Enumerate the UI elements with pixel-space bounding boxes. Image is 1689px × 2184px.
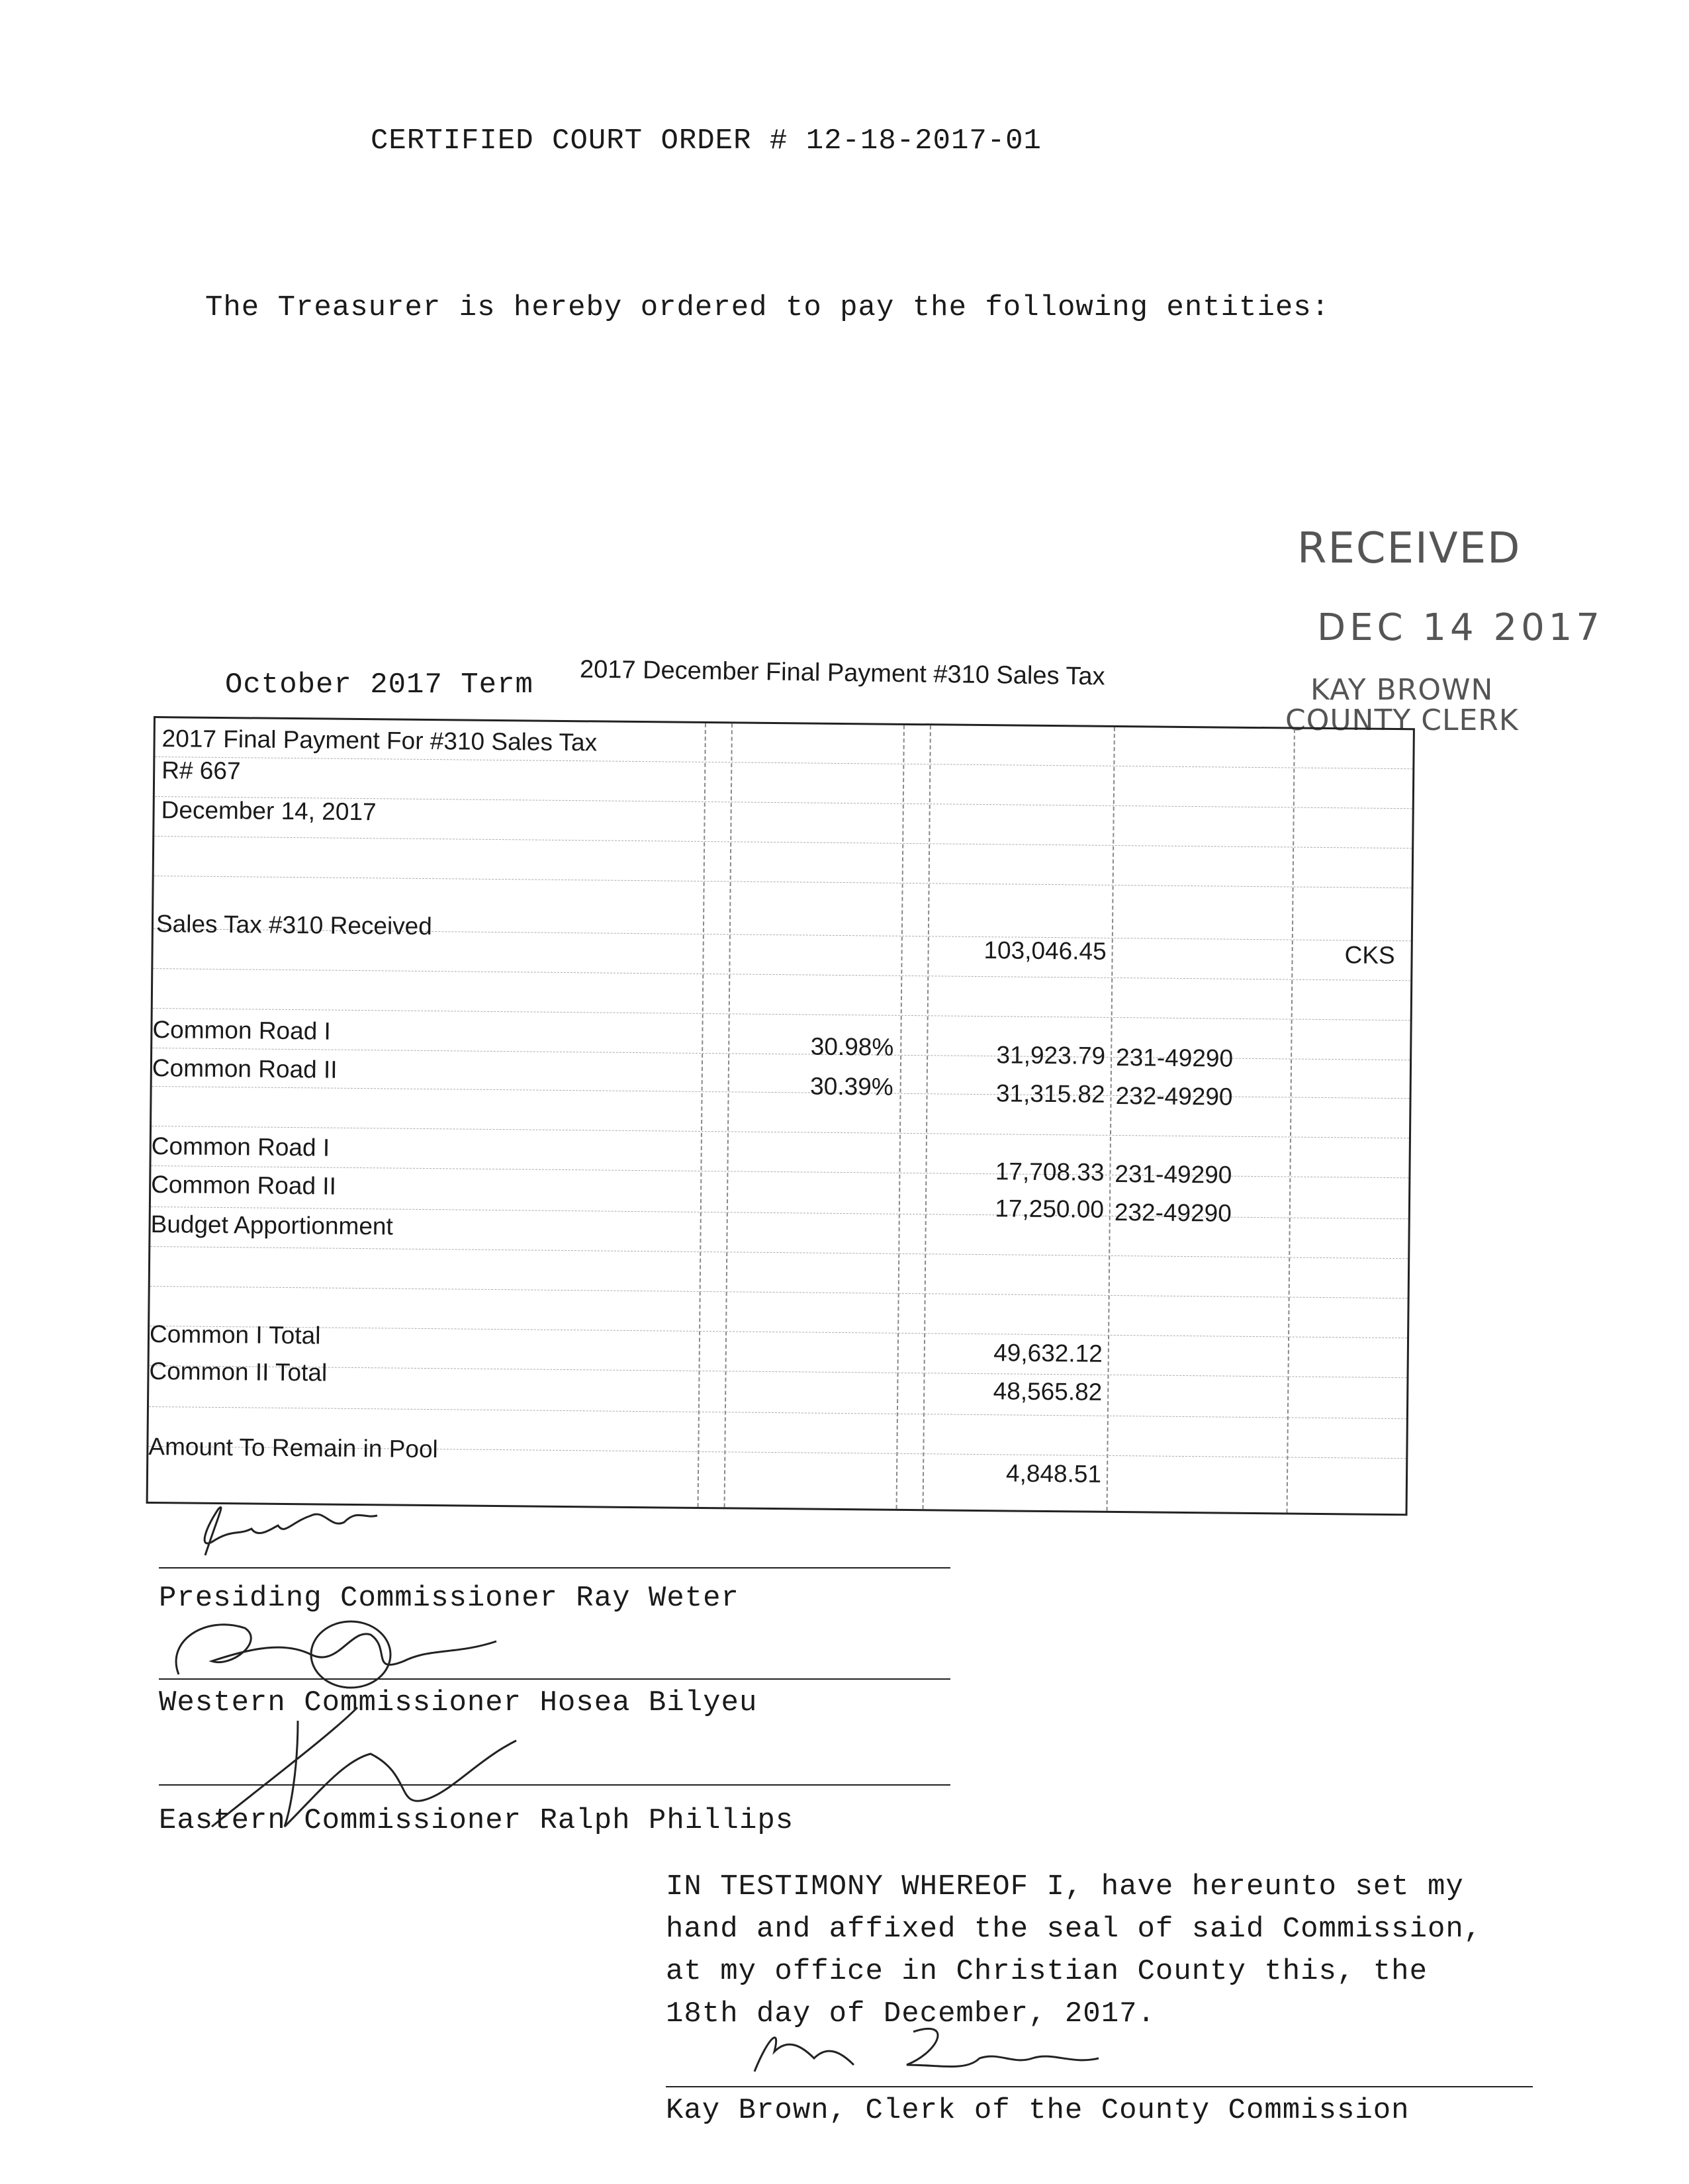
- eastern-commissioner: Eastern Commissioner Ralph Phillips: [159, 1804, 794, 1837]
- received-stamp-clerk: KAY BROWN: [1310, 673, 1494, 707]
- received-note: CKS: [1344, 941, 1395, 970]
- term-label: October 2017 Term: [225, 668, 533, 702]
- received-stamp-date: DEC 14 2017: [1317, 606, 1604, 649]
- testimony-line-1: IN TESTIMONY WHEREOF I, have hereunto set my: [666, 1870, 1464, 1903]
- pct-row-account: 231-49290: [1115, 1043, 1234, 1072]
- total-label: Common I Total: [149, 1320, 321, 1349]
- western-signature: [152, 1602, 563, 1694]
- order-instruction: The Treasurer is hereby ordered to pay the following entities:: [205, 291, 1330, 324]
- pct-row-amount: 31,315.82: [995, 1079, 1105, 1108]
- budget-row-amount: 17,708.33: [995, 1158, 1105, 1186]
- budget-row-label: Common Road I: [151, 1132, 330, 1161]
- total-amount: 49,632.12: [993, 1339, 1103, 1367]
- pct-row-label: Common Road I: [152, 1016, 332, 1045]
- budget-apportionment-label: Budget Apportionment: [150, 1210, 393, 1240]
- budget-row-account: 231-49290: [1115, 1160, 1232, 1189]
- received-stamp: RECEIVED: [1297, 524, 1522, 573]
- order-title: CERTIFIED COURT ORDER # 12-18-2017-01: [371, 124, 1042, 158]
- western-commissioner: Western Commissioner Hosea Bilyeu: [159, 1686, 758, 1719]
- pct-row-percent: 30.98%: [810, 1032, 894, 1061]
- pct-row-label: Common Road II: [152, 1054, 338, 1083]
- table-caption: 2017 December Final Payment #310 Sales Tax: [579, 655, 1105, 691]
- pct-row-amount: 31,923.79: [996, 1041, 1106, 1069]
- remain-amount: 4,848.51: [1005, 1459, 1102, 1488]
- pct-row-account: 232-49290: [1115, 1081, 1233, 1111]
- testimony-line-4: 18th day of December, 2017.: [666, 1997, 1156, 2030]
- remain-label: Amount To Remain in Pool: [148, 1432, 438, 1463]
- clerk-name: Kay Brown, Clerk of the County Commission: [666, 2094, 1410, 2127]
- total-label: Common II Total: [149, 1357, 328, 1387]
- pct-row-percent: 30.39%: [809, 1072, 893, 1101]
- testimony-line-3: at my office in Christian County this, the: [666, 1955, 1428, 1988]
- budget-row-account: 232-49290: [1114, 1198, 1232, 1227]
- table-heading-title: 2017 Final Payment For #310 Sales Tax: [161, 725, 598, 756]
- budget-row-label: Common Road II: [151, 1170, 337, 1200]
- received-stamp-clerk-title: COUNTY CLERK: [1285, 704, 1519, 737]
- payment-table: [146, 716, 1415, 1516]
- table-heading-date: December 14, 2017: [161, 796, 377, 826]
- total-amount: 48,565.82: [993, 1377, 1103, 1406]
- table-heading-receipt: R# 667: [161, 756, 241, 785]
- budget-row-amount: 17,250.00: [995, 1195, 1105, 1223]
- presiding-signature: [179, 1489, 457, 1569]
- received-label: Sales Tax #310 Received: [156, 910, 433, 940]
- clerk-signature: [741, 2012, 1138, 2085]
- testimony-line-2: hand and affixed the seal of said Commission,: [666, 1913, 1483, 1946]
- presiding-commissioner: Presiding Commissioner Ray Weter: [159, 1582, 739, 1615]
- received-amount: 103,046.45: [983, 936, 1107, 965]
